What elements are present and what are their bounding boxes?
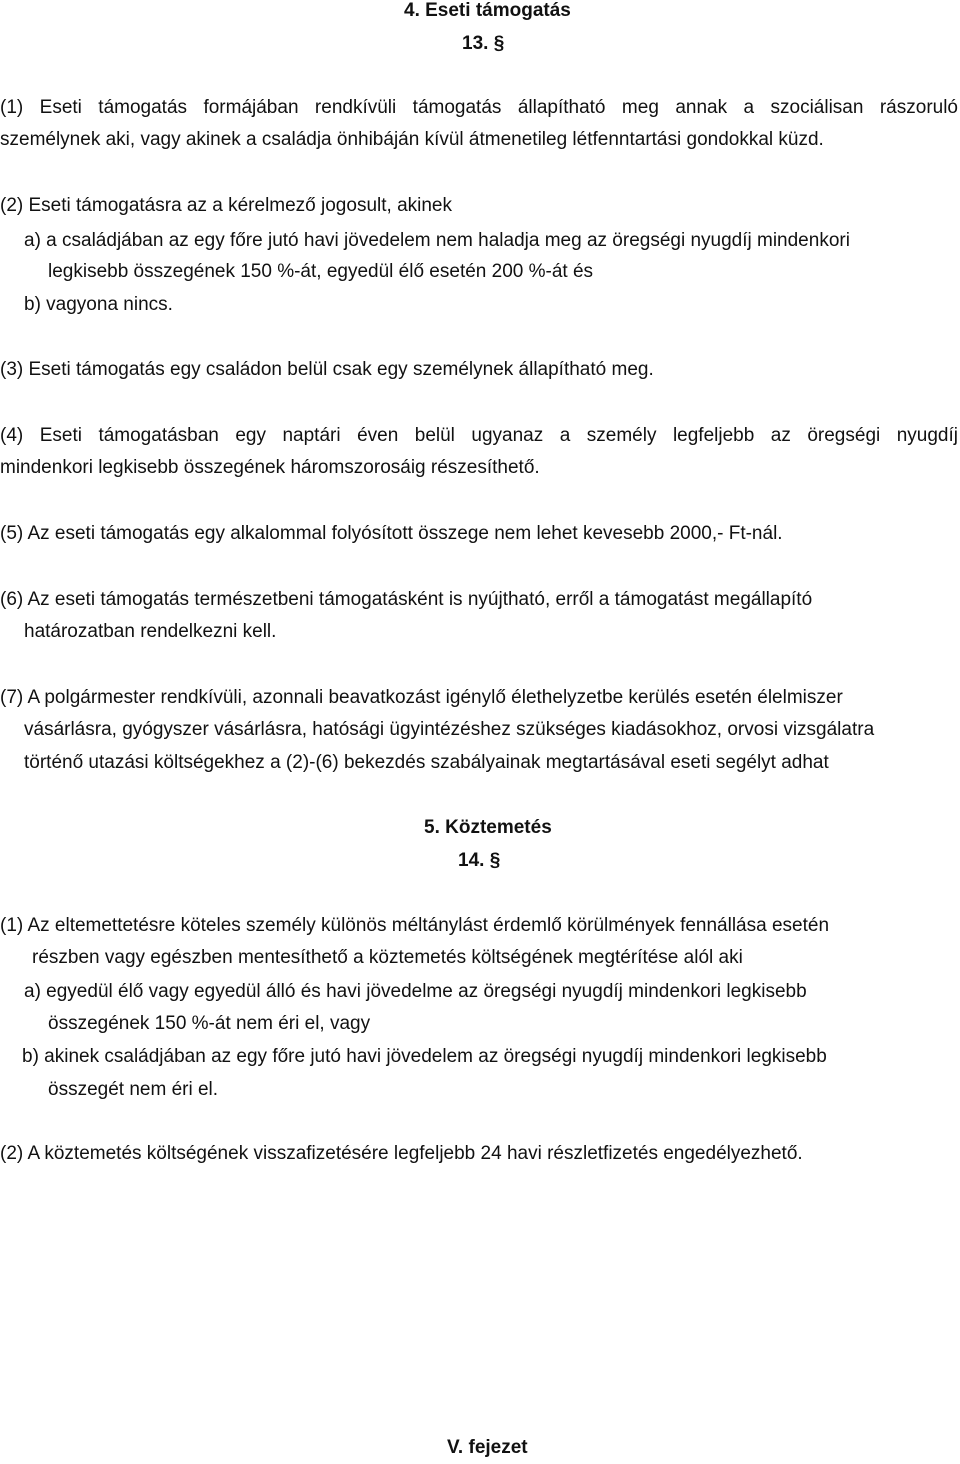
paragraph-13-number: 13. § bbox=[462, 33, 505, 54]
section-4-heading: 4. Eseti támogatás bbox=[404, 0, 571, 21]
s4-p7-line3: történő utazási költségekhez a (2)-(6) bekezdés szabályainak megtartásával eseti segélyt adhat bbox=[24, 752, 829, 773]
s4-p6-line2: határozatban rendelkezni kell. bbox=[24, 621, 277, 642]
s4-p6-line1: (6) Az eseti támogatás természetbeni támogatásként is nyújtható, erről a támogatást megállapító bbox=[0, 589, 813, 610]
s5-p1-line1: (1) Az eltemettetésre köteles személy különös méltánylást érdemlő körülmények fennállása esetén bbox=[0, 915, 830, 936]
s4-p7-line1: (7) A polgármester rendkívüli, azonnali beavatkozást igénylő élethelyzetbe kerülés esetén élelmiszer bbox=[0, 687, 843, 708]
s4-p2-b-line1: b) vagyona nincs. bbox=[24, 294, 173, 315]
s5-p1-b-line2: összegét nem éri el. bbox=[48, 1079, 219, 1100]
s5-p2: (2) A köztemetés költségének visszafizetésére legfeljebb 24 havi részletfizetés engedélyezhető. bbox=[0, 1143, 803, 1164]
s4-p2-a-line2: legkisebb összegének 150 %-át, egyedül élő esetén 200 %-át és bbox=[48, 261, 594, 282]
s5-p1-b-line1: b) akinek családjában az egy főre jutó havi jövedelem az öregségi nyugdíj mindenkori legkisebb bbox=[22, 1046, 827, 1067]
section-5-heading: 5. Köztemetés bbox=[424, 817, 552, 838]
chapter-heading: V. fejezet bbox=[447, 1437, 528, 1458]
s5-p1-a-line1: a) egyedül élő vagy egyedül álló és havi jövedelme az öregségi nyugdíj mindenkori legkisebb bbox=[24, 981, 807, 1002]
s4-p5: (5) Az eseti támogatás egy alkalommal folyósított összege nem lehet kevesebb 2000,- Ft-nál. bbox=[0, 523, 783, 544]
paragraph-14-number: 14. § bbox=[458, 850, 501, 871]
s4-p1-line2: személynek aki, vagy akinek a családja önhibáján kívül átmenetileg létfenntartási gondokkal küzd. bbox=[0, 129, 824, 150]
s4-p4-line2: mindenkori legkisebb összegének háromszorosáig részesíthető. bbox=[0, 457, 540, 478]
s4-p1-line1: (1) Eseti támogatás formájában rendkívüli támogatás állapítható meg annak a szociálisan rászoruló bbox=[0, 97, 958, 118]
s4-p2-a-line1: a) a családjában az egy főre jutó havi jövedelem nem haladja meg az öregségi nyugdíj mindenkori bbox=[24, 230, 850, 251]
s4-p7-line2: vásárlásra, gyógyszer vásárlásra, hatósági ügyintézéshez szükséges kiadásokhoz, orvosi vizsgálatra bbox=[24, 719, 875, 740]
s4-p2-intro: (2) Eseti támogatásra az a kérelmező jogosult, akinek bbox=[0, 195, 452, 216]
s4-p4-line1: (4) Eseti támogatásban egy naptári éven belül ugyanaz a személy legfeljebb az öregségi nyugdíj bbox=[0, 425, 958, 446]
s5-p1-line2: részben vagy egészben mentesíthető a köztemetés költségének megtérítése alól aki bbox=[32, 947, 743, 968]
s5-p1-a-line2: összegének 150 %-át nem éri el, vagy bbox=[48, 1013, 371, 1034]
s4-p3: (3) Eseti támogatás egy családon belül csak egy személynek állapítható meg. bbox=[0, 359, 654, 380]
